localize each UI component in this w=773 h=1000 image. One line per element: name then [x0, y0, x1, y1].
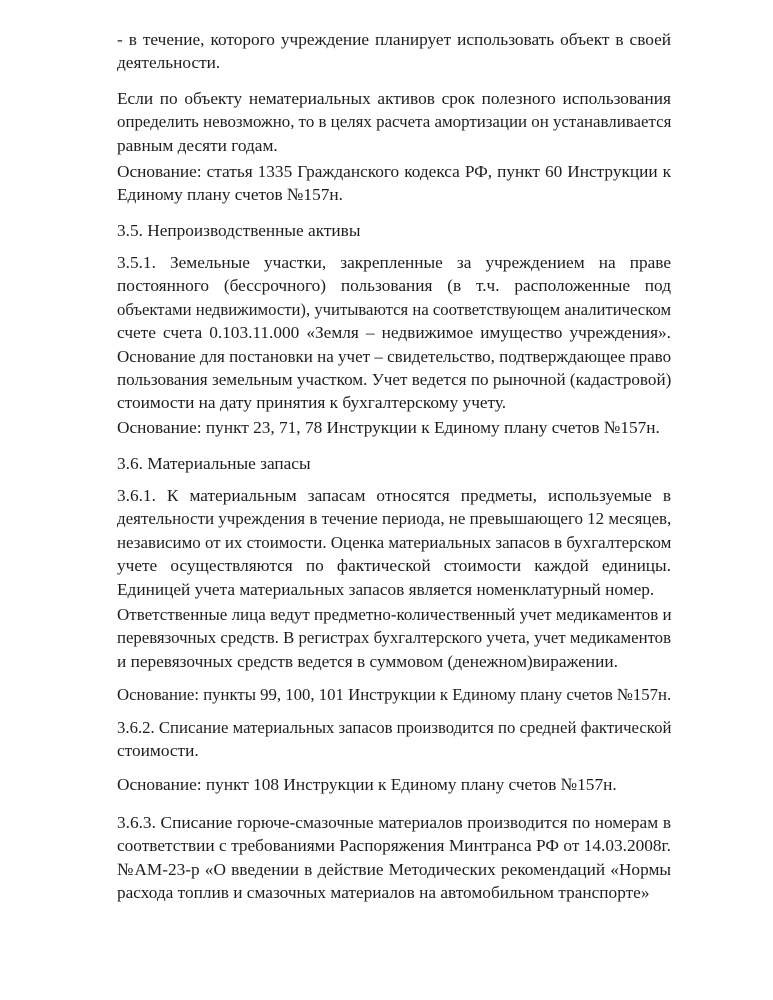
text-line: стоимости.: [117, 741, 199, 761]
text-line: объектами недвижимости), учитываются на соответствующем аналитическом: [117, 299, 671, 319]
paragraph-responsible-persons: [117, 603, 671, 673]
paragraph-basis-3-6-2: [117, 773, 671, 796]
text-line: Единицей учета материальных запасов является номенклатурный номер.: [117, 579, 655, 599]
paragraph-usage-period: [117, 28, 671, 75]
text-line: 3.5.1. Земельные участки, закрепленные за учреждением на праве: [117, 253, 671, 272]
text-line: 3.6.1. К материальным запасам относятся предметы, используемые в: [117, 486, 671, 505]
text-line: 3.6.2. Списание материальных запасов производится по средней фактической: [117, 718, 672, 737]
text-line: равным десяти годам.: [117, 135, 278, 155]
text-line: пользования земельным участком. Учет ведется по рыночной (кадастровой): [117, 370, 672, 390]
text-line: независимо от их стоимости. Оценка материальных запасов в бухгалтерском: [117, 532, 672, 552]
text-line: 3.6.3. Списание горюче-смазочные материалов производится по номерам в: [117, 813, 671, 832]
text-line: деятельности.: [117, 53, 221, 73]
text-line: определить невозможно, то в целях расчета амортизации он устанавливается: [117, 112, 672, 132]
paragraph-basis-3-6-1: [117, 683, 671, 706]
paragraph-basis-3-5-1: [117, 416, 671, 439]
text-line: Если по объекту нематериальных активов срок полезного использования: [117, 89, 671, 108]
paragraph-basis-1335: [117, 160, 671, 207]
text-line: деятельности учреждения в течение периода, не превышающего 12 месяцев,: [117, 509, 672, 529]
paragraph-3-5-1: [117, 251, 671, 415]
text-line: счете счета 0.103.11.000 «Земля – недвижимое имущество учреждения».: [117, 323, 671, 343]
text-line: Основание: пункт 23, 71, 78 Инструкции к Единому плану счетов №157н.: [117, 418, 660, 437]
text-line: Единому плану счетов №157н.: [117, 185, 343, 205]
section-heading-3-5: 3.5. Непроизводственные активы: [117, 221, 361, 240]
text-line: и перевязочных средств ведется в суммовом (денежном)виражении.: [117, 651, 618, 671]
text-line: соответствии с требованиями Распоряжения Минтранса РФ от 14.03.2008г.: [117, 836, 671, 856]
paragraph-3-6-2: [117, 716, 671, 763]
text-line: Основание для постановки на учет – свидетельство, подтверждающее право: [117, 346, 672, 366]
text-line: стоимости на дату принятия к бухгалтерскому учету.: [117, 393, 507, 413]
paragraph-3-6-3: [117, 811, 671, 905]
text-line: перевязочных средств. В регистрах бухгалтерского учета, учет медикаментов: [117, 628, 671, 648]
text-line: №АМ-23-р «О введении в действие Методических рекомендаций «Нормы: [117, 859, 671, 879]
text-line: Основание: пункты 99, 100, 101 Инструкции к Единому плану счетов №157н.: [117, 685, 672, 704]
text-line: расхода топлив и смазочных материалов на автомобильном транспорте»: [117, 883, 650, 903]
section-heading-3-6: 3.6. Материальные запасы: [117, 454, 311, 473]
text-line: Ответственные лица ведут предметно-количественный учет медикаментов и: [117, 605, 672, 624]
text-line: постоянного (бессрочного) пользования (в т.ч. расположенные под: [117, 276, 671, 296]
text-line: - в течение, которого учреждение планирует использовать объект в своей: [117, 30, 671, 49]
text-line: Основание: пункт 108 Инструкции к Единому плану счетов №157н.: [117, 775, 617, 794]
text-line: Основание: статья 1335 Гражданского кодекса РФ, пункт 60 Инструкции к: [117, 162, 671, 181]
text-line: учете осуществляются по фактической стоимости каждой единицы.: [117, 556, 671, 576]
paragraph-3-6-1: [117, 484, 671, 601]
paragraph-amortization: [117, 87, 671, 157]
